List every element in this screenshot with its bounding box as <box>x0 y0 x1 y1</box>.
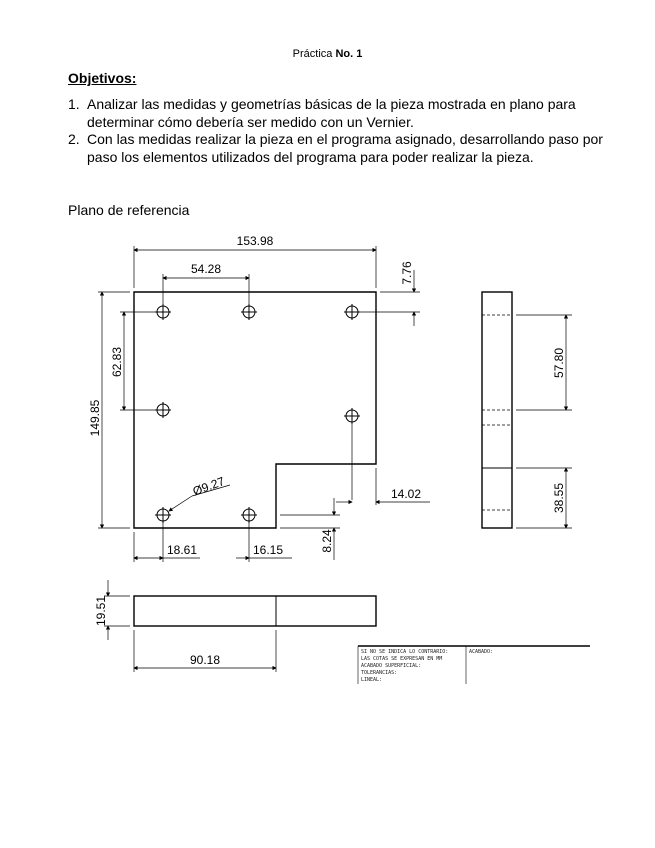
title-block-line: LAS COTAS SE EXPRESAN EN MM <box>361 656 443 662</box>
dim-second-hole-offset: 16.15 <box>252 543 284 557</box>
dim-overall-height: 149.85 <box>88 399 102 437</box>
dim-hole-spacing: 54.28 <box>190 262 222 276</box>
hole-symbol <box>344 304 360 320</box>
title-number: No. 1 <box>335 48 363 60</box>
hole-symbol <box>155 402 171 418</box>
dim-vertical-hole-spacing: 62.83 <box>110 346 124 378</box>
hole-symbol <box>155 507 171 523</box>
title-block-line: SI NO SE INDICA LO CONTRARIO: <box>361 649 449 655</box>
dim-thickness: 19.51 <box>94 595 108 627</box>
title-block-line: ACABADO SUPERFICIAL: <box>361 663 422 669</box>
reference-label: Plano de referencia <box>68 202 190 218</box>
dim-side-upper: 57.80 <box>552 347 566 379</box>
objectives-heading: Objetivos: <box>68 70 137 86</box>
hole-symbol <box>155 304 171 320</box>
dim-top-offset: 7.76 <box>400 261 414 285</box>
hole-symbol <box>344 408 360 424</box>
objective-number: 2. <box>68 131 80 147</box>
front-view <box>134 596 376 626</box>
title-prefix: Práctica <box>292 48 333 60</box>
objective-number: 1. <box>68 96 80 112</box>
dim-overall-width: 153.98 <box>236 234 274 248</box>
title-block-line: TOLERANCIAS: <box>361 670 398 676</box>
dim-notch-width: 14.02 <box>390 487 422 501</box>
title-block-line: LINEAL: <box>361 677 383 683</box>
dim-side-lower: 38.55 <box>552 482 566 514</box>
objective-text: Analizar las medidas y geometrías básicas de la pieza mostrada en plano para determinar cómo debería ser medido con un Vernier. <box>87 96 576 130</box>
dim-front-width: 90.18 <box>189 653 221 667</box>
title-block-finish: ACABADO: <box>469 649 494 655</box>
hole-symbol <box>241 507 257 523</box>
dim-left-hole-offset: 18.61 <box>166 543 198 557</box>
dim-bottom-offset: 8.24 <box>320 529 334 553</box>
hole-symbol <box>241 304 257 320</box>
dim-hole-diameter: Ø9.27 <box>190 474 227 499</box>
objective-text: Con las medidas realizar la pieza en el programa asignado, desarrollando paso por paso los elementos utilizados del programa para poder realizar la pieza. <box>87 131 603 165</box>
